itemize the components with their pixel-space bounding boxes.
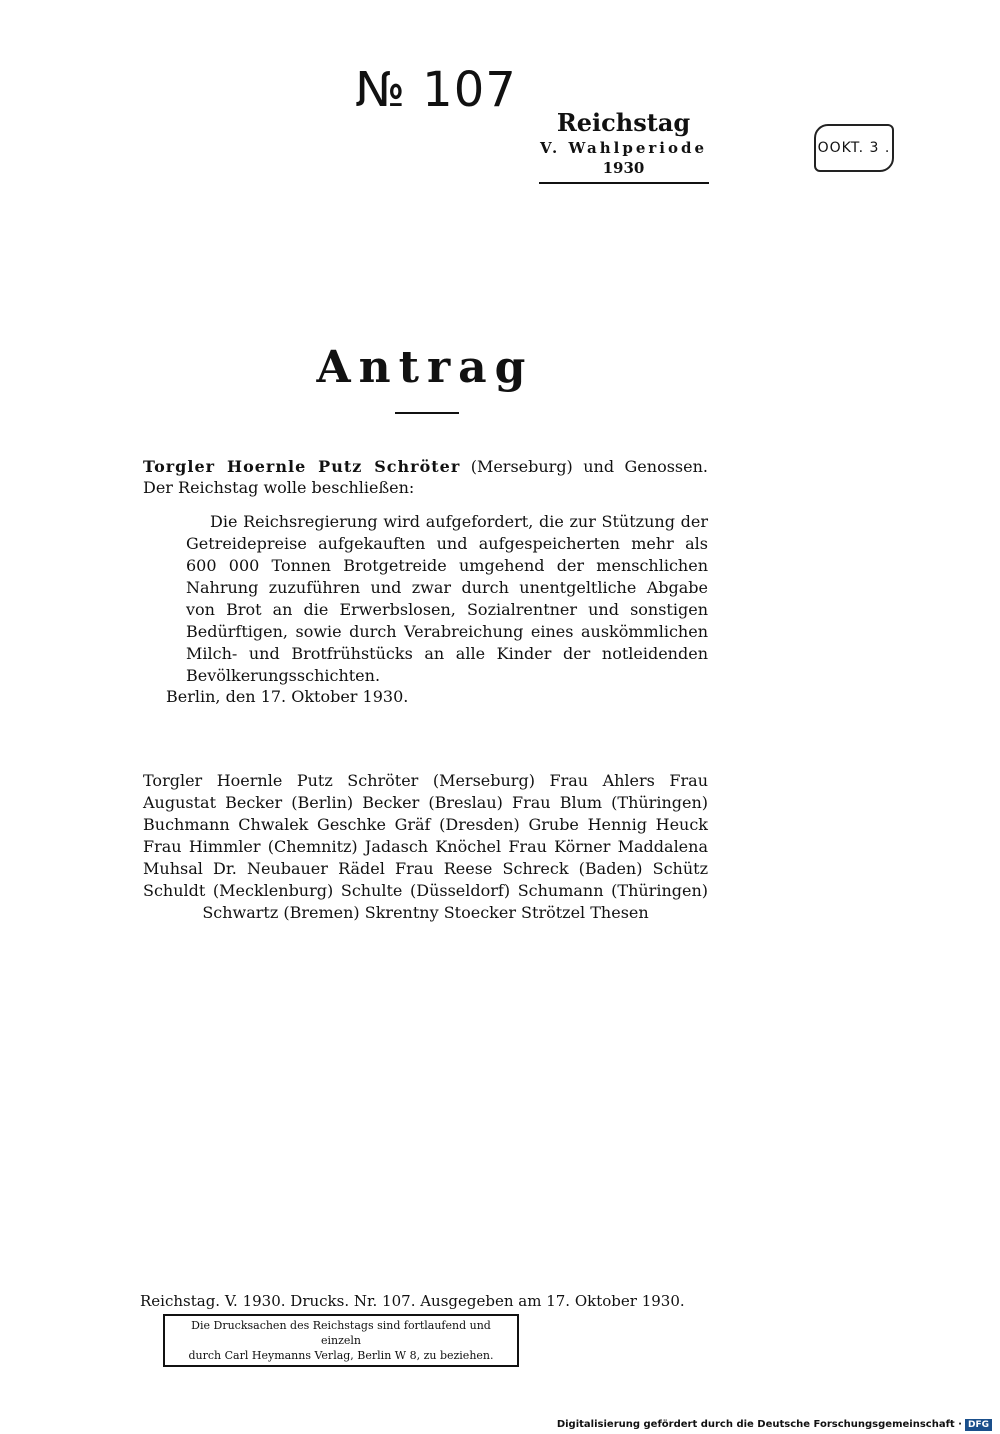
date-line: Berlin, den 17. Oktober 1930. (166, 687, 409, 706)
document-number: № 107 (355, 62, 517, 118)
publisher-notice-line-2: durch Carl Heymanns Verlag, Berlin W 8, zu beziehen. (188, 1349, 494, 1362)
intro-rest: (Merseburg) und Genossen. Der Reichstag wolle beschließen: (143, 457, 708, 497)
title-rule (395, 412, 459, 414)
publisher-notice-line-1: Die Drucksachen des Reichstags sind fortlaufend und einzeln (191, 1319, 491, 1347)
dfg-logo: DFG (965, 1419, 992, 1431)
reichstag-title: Reichstag (556, 108, 691, 137)
page-title: Antrag (316, 342, 534, 393)
date-stamp: OOKT. 3 . (814, 124, 894, 172)
proposer-names: Torgler Hoernle Putz Schröter (143, 457, 461, 476)
motion-body: Die Reichsregierung wird aufgefordert, die zur Stützung der Getreidepreise aufgekauften und aufgespeicherten mehr als 600 000 Tonnen Brotgetreide umgehend der menschlichen Nahrung zuzuführen und zwar durch unentgeltliche Abgabe von Brot an die Erwerbslosen, Sozialrentner und sonstigen Bedürftigen, sowie durch Verabreichung eines auskömmlichen Milch- und Brotfrühstücks an alle Kinder der notleidenden Bevölkerungsschichten. (186, 512, 708, 685)
motion-intro (143, 456, 708, 498)
reichstag-header (536, 108, 711, 184)
print-reference: Reichstag. V. 1930. Drucks. Nr. 107. Ausgegeben am 17. Oktober 1930. (140, 1292, 685, 1310)
signatories: Torgler Hoernle Putz Schröter (Merseburg) Frau Ahlers Frau Augustat Becker (Berlin) Becker (Breslau) Frau Blum (Thüringen) Buchmann Chwalek Geschke Gräf (Dresden) Grube Hennig Heuck Frau Himmler (Chemnitz) Jadasch Knöchel Frau Körner Maddalena Muhsal Dr. Neubauer Rädel Frau Reese Schreck (Baden) Schütz Schuldt (Mecklenburg) Schulte (Düsseldorf) Schumann (Thüringen) Schwartz (Bremen) Skrentny Stoecker Strötzel Thesen (143, 771, 708, 922)
electoral-period: V. Wahlperiode (540, 139, 707, 157)
header-rule (539, 182, 709, 184)
year: 1930 (602, 159, 645, 177)
digitization-credit (557, 1419, 992, 1431)
credit-text: Digitalisierung gefördert durch die Deutsche Forschungsgemeinschaft · (556, 1419, 962, 1430)
publisher-notice (163, 1314, 519, 1367)
